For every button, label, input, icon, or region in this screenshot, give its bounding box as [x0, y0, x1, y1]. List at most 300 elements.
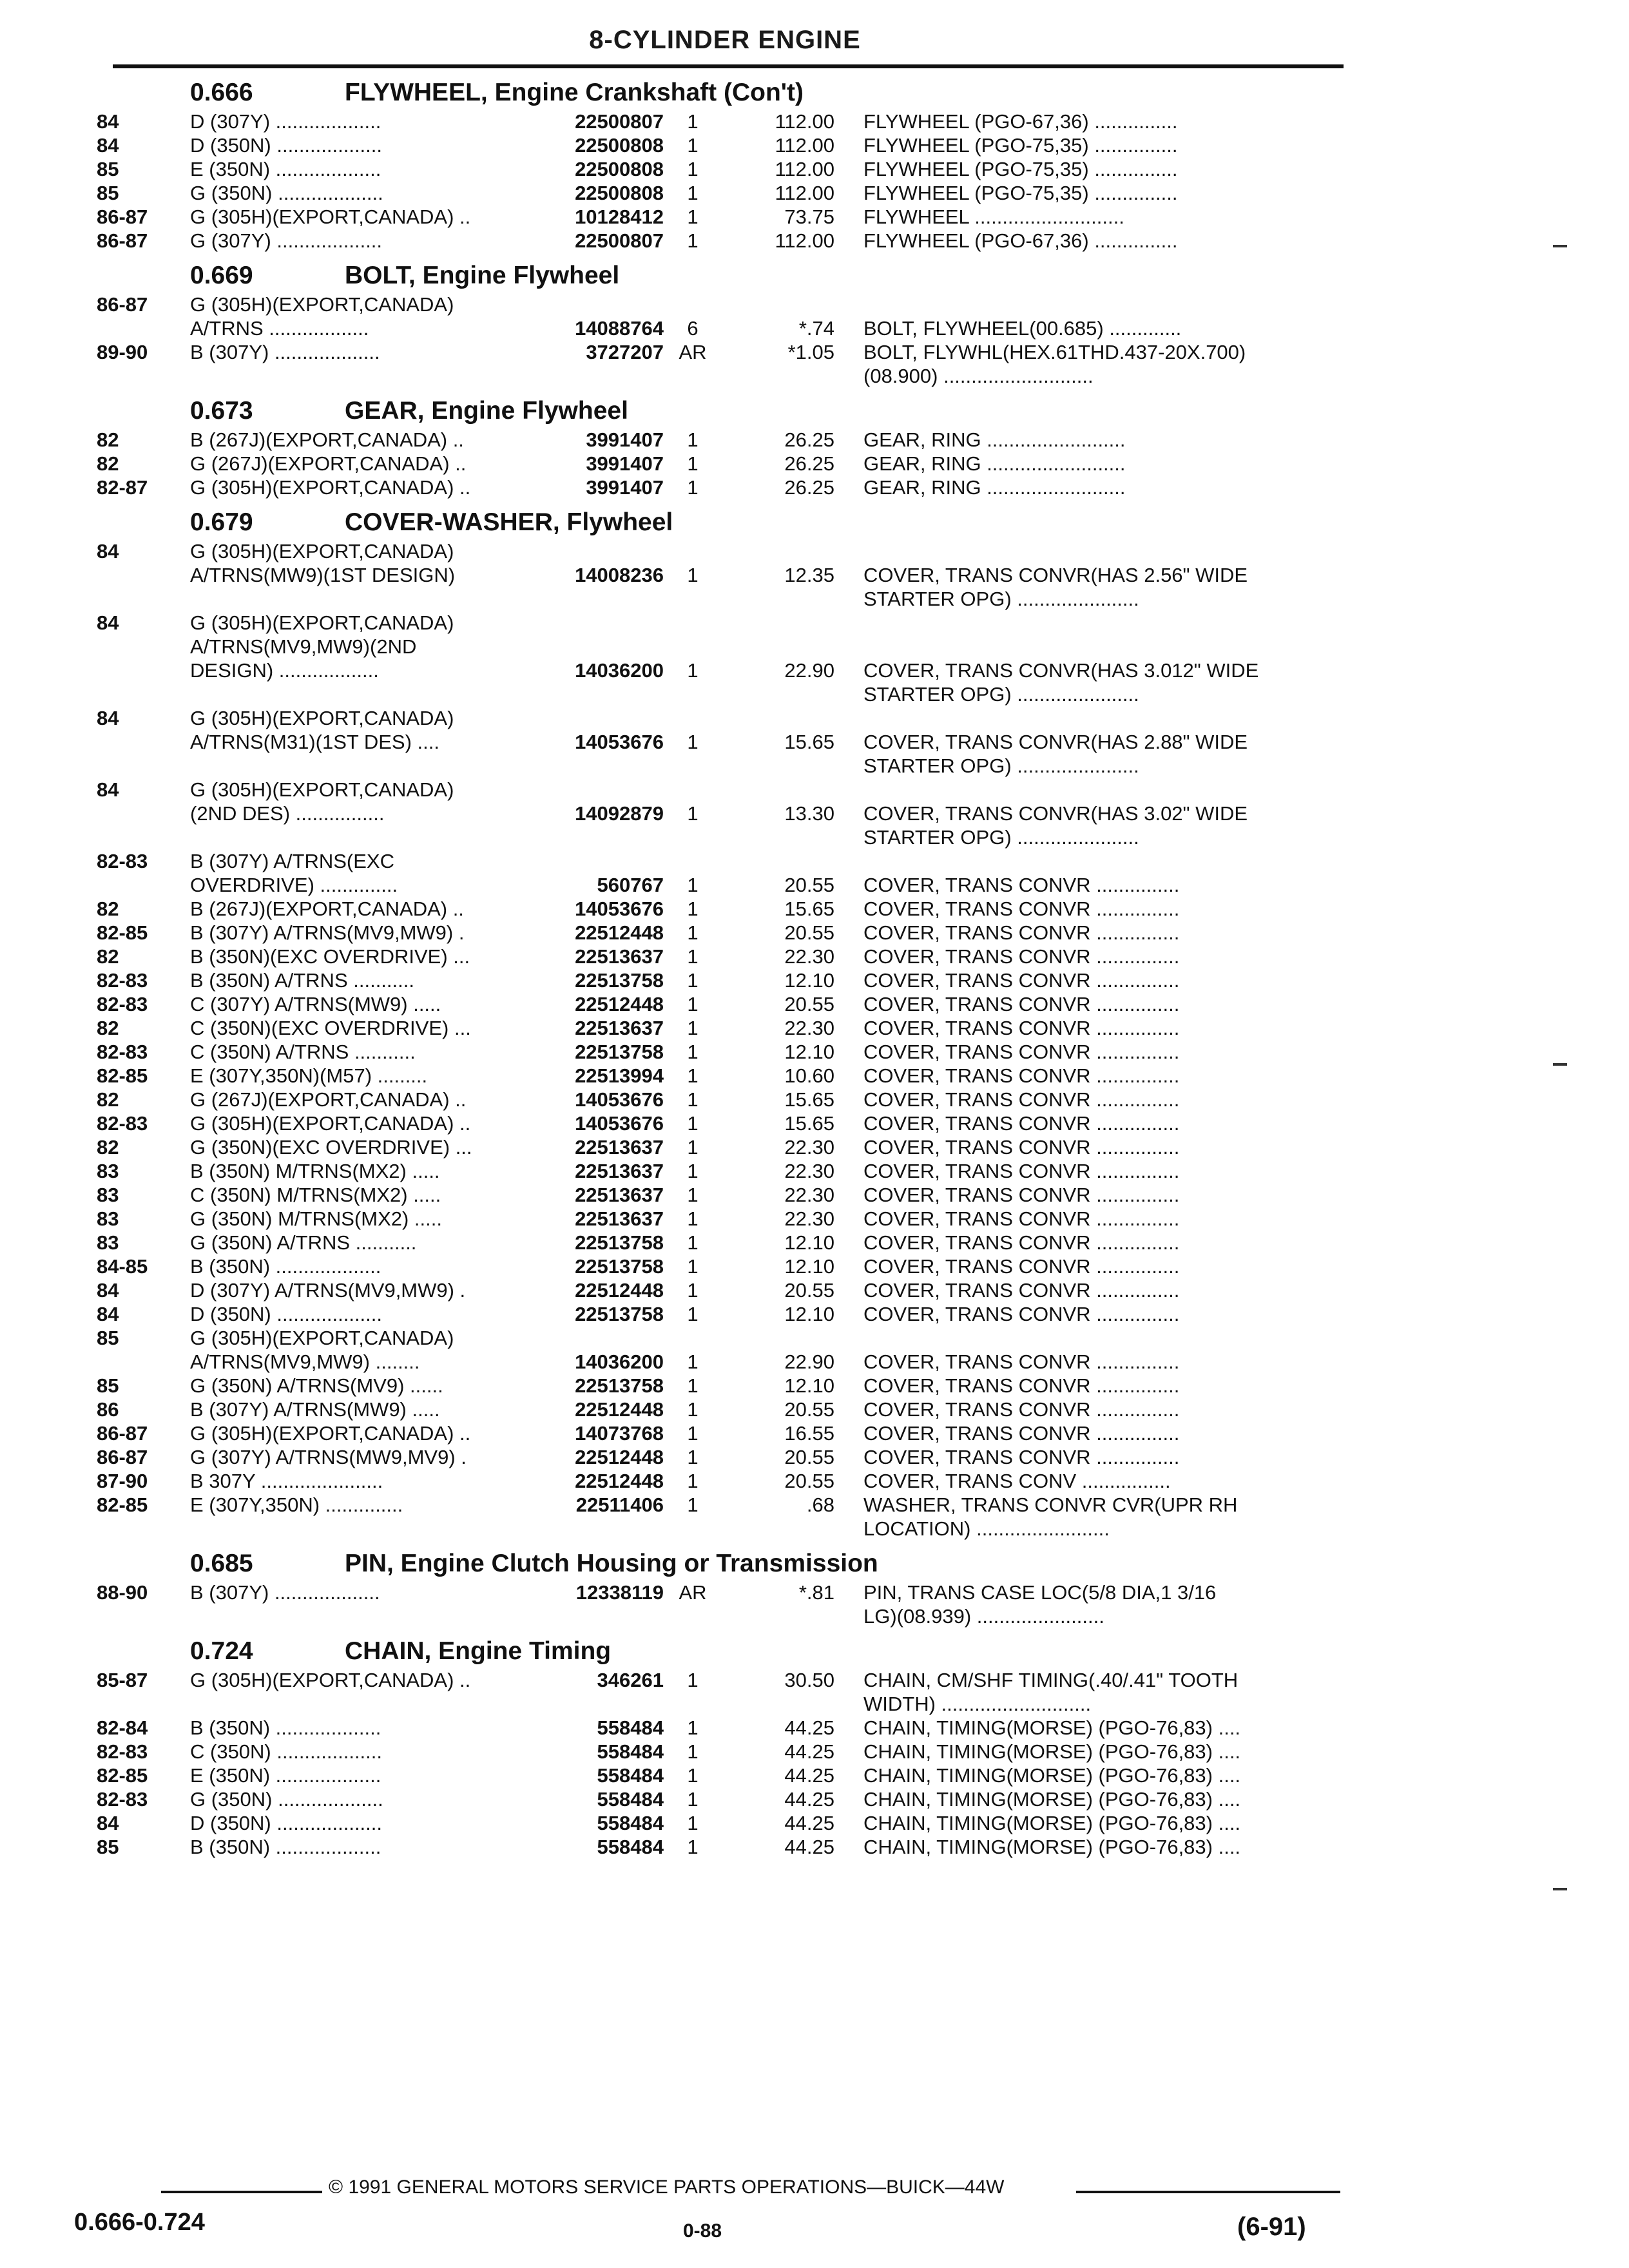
- table-row: [97, 873, 1347, 897]
- application-description: G (350N) A/TRNS(MV9) ......: [190, 1374, 443, 1397]
- part-name: CHAIN, CM/SHF TIMING(.40/.41" TOOTH: [863, 1669, 1239, 1691]
- part-name: COVER, TRANS CONVR(HAS 3.012" WIDE: [863, 659, 1259, 682]
- table-row: [97, 1278, 1347, 1302]
- model-year: 84-85: [97, 1255, 148, 1278]
- part-name: COVER, TRANS CONVR ...............: [863, 1303, 1180, 1325]
- price: 73.75: [784, 206, 834, 228]
- model-year: 87-90: [97, 1470, 148, 1492]
- part-name: PIN, TRANS CASE LOC(5/8 DIA,1 3/16: [863, 1581, 1217, 1604]
- price: 22.30: [784, 1136, 834, 1158]
- model-year: 82-83: [97, 850, 148, 872]
- table-row: [97, 110, 1347, 133]
- section-title: COVER-WASHER, Flywheel: [345, 508, 673, 536]
- margin-mark: [1553, 1063, 1567, 1066]
- section-code: 0.724: [190, 1637, 253, 1665]
- part-name: BOLT, FLYWHEEL(00.685) .............: [863, 317, 1182, 340]
- model-year: 86-87: [97, 1446, 148, 1468]
- quantity: 1: [687, 969, 699, 992]
- part-name: (08.900) ...........................: [863, 365, 1094, 387]
- footer-rule-right: [1076, 2191, 1340, 2193]
- price: 20.55: [784, 921, 834, 944]
- table-row: [97, 1763, 1347, 1787]
- model-year: 84: [97, 134, 119, 157]
- page-title: 8-CYLINDER ENGINE: [589, 26, 861, 54]
- table-row: [97, 1088, 1347, 1111]
- table-row: [97, 992, 1347, 1016]
- price: 16.55: [784, 1422, 834, 1445]
- application-description: B (350N) ...................: [190, 1255, 381, 1278]
- table-row: [97, 563, 1347, 587]
- quantity: 6: [687, 317, 699, 340]
- application-description: B 307Y ......................: [190, 1470, 383, 1492]
- model-year: 85: [97, 158, 119, 180]
- model-year: 82: [97, 428, 119, 451]
- table-row: [97, 539, 1347, 563]
- part-name: FLYWHEEL (PGO-75,35) ...............: [863, 158, 1178, 180]
- table-row: [97, 945, 1347, 968]
- footer-section-range: 0.666-0.724: [74, 2209, 205, 2236]
- application-description: B (307Y) ...................: [190, 1581, 380, 1604]
- quantity: 1: [687, 1669, 699, 1691]
- model-year: 85: [97, 1327, 119, 1349]
- part-name: CHAIN, TIMING(MORSE) (PGO-76,83) ....: [863, 1788, 1241, 1811]
- application-description: B (350N) A/TRNS ...........: [190, 969, 414, 992]
- application-description: G (305H)(EXPORT,CANADA): [190, 1327, 454, 1349]
- quantity: 1: [687, 1740, 699, 1763]
- price: 20.55: [784, 1279, 834, 1302]
- part-name: GEAR, RING .........................: [863, 428, 1126, 451]
- model-year: 82: [97, 1017, 119, 1039]
- part-number: 22512448: [575, 921, 664, 944]
- price: 44.25: [784, 1764, 834, 1787]
- price: 44.25: [784, 1812, 834, 1834]
- table-row: [97, 1692, 1347, 1716]
- model-year: 83: [97, 1207, 119, 1230]
- model-year: 82: [97, 1088, 119, 1111]
- section-code: 0.669: [190, 262, 253, 289]
- part-number: 558484: [597, 1764, 664, 1787]
- part-number: 14092879: [575, 802, 664, 825]
- section: [97, 254, 1347, 388]
- quantity: 1: [687, 1374, 699, 1397]
- part-number: 22513758: [575, 1255, 664, 1278]
- part-number: 346261: [597, 1669, 664, 1691]
- table-row: [97, 1835, 1347, 1859]
- price: 26.25: [784, 452, 834, 475]
- quantity: 1: [687, 1446, 699, 1468]
- part-number: 14053676: [575, 731, 664, 753]
- part-number: 14008236: [575, 564, 664, 586]
- price: 22.30: [784, 1184, 834, 1206]
- part-number: 3991407: [586, 452, 664, 475]
- application-description: D (350N) ...................: [190, 1303, 383, 1325]
- parts-list: [97, 71, 1347, 1860]
- table-row: [97, 968, 1347, 992]
- table-row: [97, 825, 1347, 849]
- part-number: 22513637: [575, 1017, 664, 1039]
- quantity: 1: [687, 1112, 699, 1135]
- part-name: COVER, TRANS CONVR ...............: [863, 969, 1180, 992]
- model-year: 84: [97, 707, 119, 729]
- price: 15.65: [784, 1088, 834, 1111]
- part-number: 22513637: [575, 1207, 664, 1230]
- model-year: 86-87: [97, 229, 148, 252]
- application-description: B (267J)(EXPORT,CANADA) ..: [190, 428, 464, 451]
- table-row: [97, 1064, 1347, 1088]
- table-row: [97, 428, 1347, 452]
- model-year: 82-87: [97, 476, 148, 499]
- price: 26.25: [784, 476, 834, 499]
- price: 20.55: [784, 1398, 834, 1421]
- table-row: [97, 778, 1347, 802]
- application-description: G (305H)(EXPORT,CANADA): [190, 293, 454, 316]
- price: 112.00: [775, 182, 834, 204]
- quantity: 1: [687, 1836, 699, 1858]
- part-name: COVER, TRANS CONVR ...............: [863, 1136, 1180, 1158]
- price: 112.00: [775, 158, 834, 180]
- part-name: COVER, TRANS CONVR ...............: [863, 1160, 1180, 1182]
- section-heading: [97, 389, 1347, 428]
- part-name: CHAIN, TIMING(MORSE) (PGO-76,83) ....: [863, 1764, 1241, 1787]
- part-number: 22500808: [575, 158, 664, 180]
- table-row: [97, 635, 1347, 658]
- section-title: GEAR, Engine Flywheel: [345, 397, 628, 425]
- section: [97, 71, 1347, 253]
- quantity: 1: [687, 1494, 699, 1516]
- price: 112.00: [775, 229, 834, 252]
- quantity: 1: [687, 1812, 699, 1834]
- price: 22.30: [784, 1160, 834, 1182]
- application-description: E (307Y,350N) ..............: [190, 1494, 403, 1516]
- table-row: [97, 1716, 1347, 1740]
- part-number: 14073768: [575, 1422, 664, 1445]
- quantity: 1: [687, 1041, 699, 1063]
- part-number: 22513758: [575, 1303, 664, 1325]
- table-row: [97, 1183, 1347, 1207]
- quantity: 1: [687, 731, 699, 753]
- application-description: E (350N) ...................: [190, 158, 381, 180]
- part-name: COVER, TRANS CONVR ...............: [863, 874, 1180, 896]
- part-number: 22513758: [575, 1041, 664, 1063]
- application-description: G (307Y) ...................: [190, 229, 383, 252]
- model-year: 86-87: [97, 1422, 148, 1445]
- section-title: BOLT, Engine Flywheel: [345, 262, 620, 289]
- application-description: D (307Y) ...................: [190, 110, 381, 133]
- application-description: D (307Y) A/TRNS(MV9,MW9) .: [190, 1279, 466, 1302]
- part-name: COVER, TRANS CONVR ...............: [863, 1017, 1180, 1039]
- part-number: 22513758: [575, 969, 664, 992]
- section: [97, 389, 1347, 499]
- table-row: [97, 849, 1347, 873]
- table-row: [97, 452, 1347, 476]
- price: 22.30: [784, 945, 834, 968]
- price: 22.30: [784, 1017, 834, 1039]
- model-year: 85-87: [97, 1669, 148, 1691]
- part-number: 22513994: [575, 1064, 664, 1087]
- application-description: (2ND DES) ................: [190, 802, 385, 825]
- part-name: FLYWHEEL (PGO-75,35) ...............: [863, 134, 1178, 157]
- application-description: G (307Y) A/TRNS(MW9,MV9) .: [190, 1446, 467, 1468]
- margin-mark: [1553, 1888, 1567, 1890]
- application-description: A/TRNS(MV9,MW9)(2ND: [190, 635, 417, 658]
- part-name: COVER, TRANS CONVR ...............: [863, 1350, 1180, 1373]
- table-row: [97, 682, 1347, 706]
- part-name: CHAIN, TIMING(MORSE) (PGO-76,83) ....: [863, 1836, 1241, 1858]
- part-name: COVER, TRANS CONVR ...............: [863, 1279, 1180, 1302]
- part-name: COVER, TRANS CONVR ...............: [863, 1374, 1180, 1397]
- footer-page-number: 0-88: [683, 2220, 722, 2242]
- quantity: 1: [687, 564, 699, 586]
- application-description: C (350N) ...................: [190, 1740, 383, 1763]
- price: 112.00: [775, 110, 834, 133]
- table-row: [97, 205, 1347, 229]
- model-year: 88-90: [97, 1581, 148, 1604]
- table-row: [97, 1581, 1347, 1604]
- part-number: 3727207: [586, 341, 664, 363]
- model-year: 84: [97, 1279, 119, 1302]
- quantity: 1: [687, 1255, 699, 1278]
- model-year: 85: [97, 1836, 119, 1858]
- part-name: COVER, TRANS CONVR ...............: [863, 1398, 1180, 1421]
- price: 15.65: [784, 1112, 834, 1135]
- application-description: B (307Y) A/TRNS(MV9,MW9) .: [190, 921, 465, 944]
- part-number: 22500807: [575, 110, 664, 133]
- table-row: [97, 1302, 1347, 1326]
- part-number: 558484: [597, 1836, 664, 1858]
- quantity: 1: [687, 659, 699, 682]
- application-description: C (307Y) A/TRNS(MW9) .....: [190, 993, 441, 1015]
- footer-rule-left: [161, 2191, 322, 2193]
- part-name: STARTER OPG) ......................: [863, 683, 1139, 706]
- table-row: [97, 921, 1347, 945]
- application-description: B (350N) ...................: [190, 1836, 381, 1858]
- model-year: 84: [97, 1812, 119, 1834]
- application-description: B (267J)(EXPORT,CANADA) ..: [190, 898, 464, 920]
- table-row: [97, 658, 1347, 682]
- table-row: [97, 1254, 1347, 1278]
- section-title: FLYWHEEL, Engine Crankshaft (Con't): [345, 79, 804, 106]
- model-year: 84: [97, 110, 119, 133]
- part-number: 558484: [597, 1788, 664, 1811]
- part-name: COVER, TRANS CONVR ...............: [863, 1231, 1180, 1254]
- part-name: COVER, TRANS CONVR ...............: [863, 1207, 1180, 1230]
- price: 12.10: [784, 1255, 834, 1278]
- model-year: 89-90: [97, 341, 148, 363]
- price: 15.65: [784, 731, 834, 753]
- part-name: COVER, TRANS CONVR ...............: [863, 945, 1180, 968]
- part-name: COVER, TRANS CONVR ...............: [863, 993, 1180, 1015]
- price: 44.25: [784, 1836, 834, 1858]
- model-year: 82-84: [97, 1716, 148, 1739]
- application-description: G (305H)(EXPORT,CANADA): [190, 611, 454, 634]
- price: 10.60: [784, 1064, 834, 1087]
- quantity: 1: [687, 158, 699, 180]
- table-row: [97, 1517, 1347, 1541]
- part-number: 10128412: [575, 206, 664, 228]
- price: *.81: [798, 1581, 834, 1604]
- application-description: G (350N) A/TRNS ...........: [190, 1231, 417, 1254]
- part-name: WIDTH) ...........................: [863, 1693, 1092, 1715]
- table-row: [97, 316, 1347, 340]
- part-number: 22511406: [575, 1494, 664, 1516]
- model-year: 85: [97, 1374, 119, 1397]
- part-name: COVER, TRANS CONVR ...............: [863, 1446, 1180, 1468]
- part-name: STARTER OPG) ......................: [863, 588, 1139, 610]
- table-row: [97, 1493, 1347, 1517]
- part-name: COVER, TRANS CONVR(HAS 3.02" WIDE: [863, 802, 1248, 825]
- model-year: 82-85: [97, 921, 148, 944]
- section: [97, 1542, 1347, 1628]
- quantity: 1: [687, 1716, 699, 1739]
- section-code: 0.679: [190, 508, 253, 536]
- price: .68: [806, 1494, 834, 1516]
- application-description: B (350N)(EXC OVERDRIVE) ...: [190, 945, 470, 968]
- model-year: 86-87: [97, 293, 148, 316]
- part-name: COVER, TRANS CONVR ...............: [863, 1422, 1180, 1445]
- quantity: 1: [687, 1398, 699, 1421]
- table-row: [97, 229, 1347, 253]
- application-description: G (350N) ...................: [190, 182, 383, 204]
- price: 12.35: [784, 564, 834, 586]
- part-name: WASHER, TRANS CONVR CVR(UPR RH: [863, 1494, 1238, 1516]
- model-year: 82-85: [97, 1494, 148, 1516]
- price: 44.25: [784, 1716, 834, 1739]
- price: *.74: [798, 317, 834, 340]
- part-name: FLYWHEEL (PGO-67,36) ...............: [863, 110, 1178, 133]
- model-year: 86-87: [97, 206, 148, 228]
- table-row: [97, 1159, 1347, 1183]
- model-year: 82-83: [97, 1041, 148, 1063]
- table-row: [97, 802, 1347, 825]
- part-number: 22512448: [575, 1470, 664, 1492]
- model-year: 83: [97, 1160, 119, 1182]
- application-description: E (350N) ...................: [190, 1764, 381, 1787]
- footer-copyright: © 1991 GENERAL MOTORS SERVICE PARTS OPERATIONS—BUICK—44W: [329, 2177, 1005, 2198]
- part-name: COVER, TRANS CONVR ...............: [863, 1064, 1180, 1087]
- part-name: COVER, TRANS CONVR ...............: [863, 1112, 1180, 1135]
- application-description: A/TRNS(MW9)(1ST DESIGN): [190, 564, 456, 586]
- model-year: 84: [97, 611, 119, 634]
- part-name: BOLT, FLYWHL(HEX.61THD.437-20X.700): [863, 341, 1246, 363]
- application-description: B (307Y) A/TRNS(MW9) .....: [190, 1398, 440, 1421]
- table-row: [97, 1350, 1347, 1374]
- application-description: OVERDRIVE) ..............: [190, 874, 398, 896]
- margin-mark: [1553, 245, 1567, 247]
- quantity: 1: [687, 1207, 699, 1230]
- model-year: 86: [97, 1398, 119, 1421]
- table-row: [97, 1326, 1347, 1350]
- quantity: 1: [687, 110, 699, 133]
- table-row: [97, 340, 1347, 364]
- application-description: G (305H)(EXPORT,CANADA) ..: [190, 1669, 471, 1691]
- section-heading: [97, 1542, 1347, 1581]
- model-year: 82-83: [97, 1740, 148, 1763]
- part-number: 14053676: [575, 1112, 664, 1135]
- quantity: AR: [679, 1581, 707, 1604]
- part-number: 558484: [597, 1740, 664, 1763]
- part-name: LG)(08.939) .......................: [863, 1605, 1104, 1628]
- price: 30.50: [784, 1669, 834, 1691]
- quantity: 1: [687, 1064, 699, 1087]
- table-row: [97, 1445, 1347, 1469]
- quantity: 1: [687, 452, 699, 475]
- price: 20.55: [784, 993, 834, 1015]
- model-year: 82-83: [97, 969, 148, 992]
- part-number: 3991407: [586, 476, 664, 499]
- part-number: 22513637: [575, 1136, 664, 1158]
- price: 12.10: [784, 1374, 834, 1397]
- part-number: 22512448: [575, 1279, 664, 1302]
- price: 20.55: [784, 1446, 834, 1468]
- part-number: 558484: [597, 1716, 664, 1739]
- price: 12.10: [784, 1041, 834, 1063]
- part-name: COVER, TRANS CONVR ...............: [863, 1088, 1180, 1111]
- table-row: [97, 364, 1347, 388]
- application-description: G (350N) ...................: [190, 1788, 383, 1811]
- part-number: 560767: [597, 874, 664, 896]
- part-name: COVER, TRANS CONVR(HAS 2.88" WIDE: [863, 731, 1248, 753]
- application-description: G (305H)(EXPORT,CANADA) ..: [190, 476, 471, 499]
- section-heading: [97, 1629, 1347, 1668]
- table-row: [97, 181, 1347, 205]
- part-number: 22513637: [575, 1184, 664, 1206]
- table-row: [97, 1787, 1347, 1811]
- quantity: 1: [687, 1422, 699, 1445]
- quantity: 1: [687, 1279, 699, 1302]
- model-year: 83: [97, 1184, 119, 1206]
- part-name: CHAIN, TIMING(MORSE) (PGO-76,83) ....: [863, 1716, 1241, 1739]
- quantity: 1: [687, 182, 699, 204]
- price: 22.90: [784, 1350, 834, 1373]
- application-description: B (350N) M/TRNS(MX2) .....: [190, 1160, 440, 1182]
- part-number: 22513758: [575, 1374, 664, 1397]
- table-row: [97, 1811, 1347, 1835]
- part-number: 14036200: [575, 659, 664, 682]
- table-row: [97, 1398, 1347, 1421]
- part-name: COVER, TRANS CONVR(HAS 2.56" WIDE: [863, 564, 1248, 586]
- quantity: 1: [687, 1184, 699, 1206]
- section: [97, 501, 1347, 1541]
- quantity: 1: [687, 1470, 699, 1492]
- application-description: G (305H)(EXPORT,CANADA): [190, 707, 454, 729]
- part-name: STARTER OPG) ......................: [863, 826, 1139, 849]
- application-description: E (307Y,350N)(M57) .........: [190, 1064, 428, 1087]
- table-row: [97, 1740, 1347, 1763]
- section-heading: [97, 254, 1347, 293]
- application-description: G (305H)(EXPORT,CANADA) ..: [190, 206, 471, 228]
- price: 26.25: [784, 428, 834, 451]
- part-number: 558484: [597, 1812, 664, 1834]
- application-description: G (350N) M/TRNS(MX2) .....: [190, 1207, 442, 1230]
- quantity: 1: [687, 1350, 699, 1373]
- model-year: 84: [97, 778, 119, 801]
- table-row: [97, 730, 1347, 754]
- quantity: 1: [687, 1303, 699, 1325]
- footer-date: (6-91): [1237, 2213, 1306, 2241]
- application-description: G (305H)(EXPORT,CANADA): [190, 540, 454, 562]
- price: 13.30: [784, 802, 834, 825]
- application-description: A/TRNS(M31)(1ST DES) ....: [190, 731, 439, 753]
- application-description: G (267J)(EXPORT,CANADA) ..: [190, 452, 467, 475]
- price: 44.25: [784, 1740, 834, 1763]
- part-name: STARTER OPG) ......................: [863, 754, 1139, 777]
- quantity: 1: [687, 1764, 699, 1787]
- price: 20.55: [784, 1470, 834, 1492]
- section-code: 0.685: [190, 1550, 253, 1577]
- application-description: G (305H)(EXPORT,CANADA): [190, 778, 454, 801]
- part-number: 14053676: [575, 898, 664, 920]
- part-number: 22500807: [575, 229, 664, 252]
